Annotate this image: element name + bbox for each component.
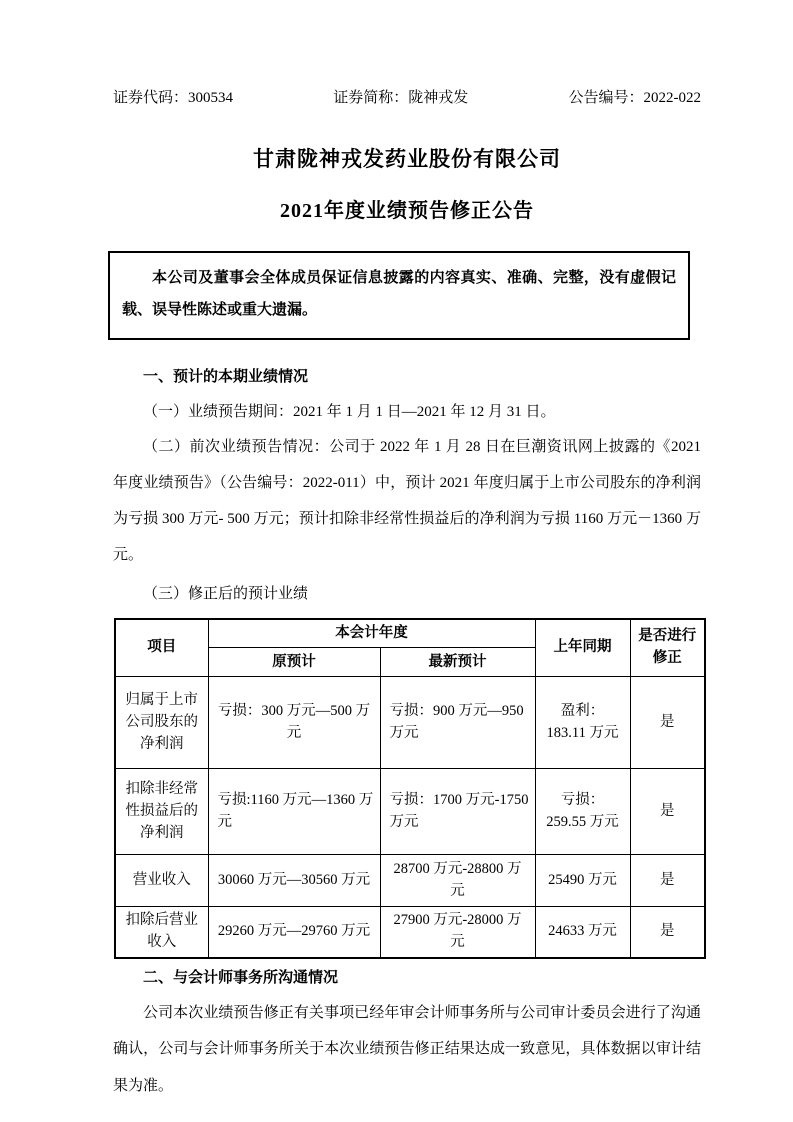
section1-item1: （一）业绩预告期间：2021 年 1 月 1 日—2021 年 12 月 31 日。 (143, 403, 556, 420)
col-header-current-fiscal-year: 本会计年度 (208, 619, 535, 648)
table-row-net-profit (115, 677, 705, 769)
col-header-revised: 是否进行修正 (630, 619, 705, 677)
cell-prior-year: 亏损：259.55 万元 (535, 769, 630, 855)
company-title: 甘肃陇神戎发药业股份有限公司 (253, 147, 561, 171)
disclaimer-box (108, 251, 690, 340)
cell-latest-forecast: 28700 万元-28800 万元 (380, 855, 535, 907)
cell-item: 扣除后营业收入 (115, 907, 208, 958)
stock-short-name: 证券简称：陇神戎发 (333, 90, 469, 106)
announcement-number: 公告编号：2022-022 (568, 90, 701, 106)
section1-item3: （三）修正后的预计业绩 (143, 585, 309, 602)
cell-item: 扣除非经常性损益后的净利润 (115, 769, 208, 855)
section1-item2: （二）前次业绩预告情况：公司于 2022 年 1 月 28 日在巨潮资讯网上披露的《2021 年度业绩预告》（公告编号：2022-011）中，预计 2021 年度归属于上市公司股东的净利润为亏损 300 万元- 500 万元；预计扣除非经常性损益后的净利润为亏损 1160 万元－1360 万元。 (113, 438, 701, 564)
disclaimer-text: 本公司及董事会全体成员保证信息披露的内容真实、准确、完整，没有虚假记载、误导性陈述或重大遗漏。 (122, 270, 676, 319)
cell-revised: 是 (630, 677, 705, 769)
col-header-latest-forecast: 最新预计 (380, 648, 535, 677)
cell-prior-year: 25490 万元 (535, 855, 630, 907)
stock-code: 证券代码：300534 (113, 90, 234, 106)
cell-revised: 是 (630, 855, 705, 907)
section1-heading: 一、预计的本期业绩情况 (143, 368, 309, 385)
cell-item: 归属于上市公司股东的净利润 (115, 677, 208, 769)
cell-item: 营业收入 (115, 855, 208, 907)
section2-heading: 二、与会计师事务所沟通情况 (143, 969, 339, 986)
col-header-item: 项目 (115, 619, 208, 677)
col-header-original-forecast: 原预计 (208, 648, 380, 677)
cell-revised: 是 (630, 769, 705, 855)
cell-original-forecast: 亏损:1160 万元—1360 万元 (208, 769, 380, 855)
table-row-operating-revenue (115, 855, 705, 907)
table-row-net-profit-excl-nonrecurring (115, 769, 705, 855)
cell-original-forecast: 亏损：300 万元—500 万元 (208, 677, 380, 769)
cell-prior-year: 盈利：183.11 万元 (535, 677, 630, 769)
forecast-revision-table (114, 618, 706, 959)
section2-body: 公司本次业绩预告修正有关事项已经年审会计师事务所与公司审计委员会进行了沟通确认，公司与会计师事务所关于本次业绩预告修正结果达成一致意见，具体数据以审计结果为准。 (113, 1004, 701, 1094)
document-title: 2021年度业绩预告修正公告 (280, 200, 534, 222)
table-row-revenue-after-deduction (115, 907, 705, 958)
cell-prior-year: 24633 万元 (535, 907, 630, 958)
cell-latest-forecast: 亏损：900 万元—950 万元 (380, 677, 535, 769)
cell-latest-forecast: 亏损：1700 万元-1750 万元 (380, 769, 535, 855)
cell-revised: 是 (630, 907, 705, 958)
cell-original-forecast: 30060 万元—30560 万元 (208, 855, 380, 907)
col-header-prior-year: 上年同期 (535, 619, 630, 677)
cell-original-forecast: 29260 万元—29760 万元 (208, 907, 380, 958)
document-meta-line (113, 88, 701, 109)
cell-latest-forecast: 27900 万元-28000 万元 (380, 907, 535, 958)
